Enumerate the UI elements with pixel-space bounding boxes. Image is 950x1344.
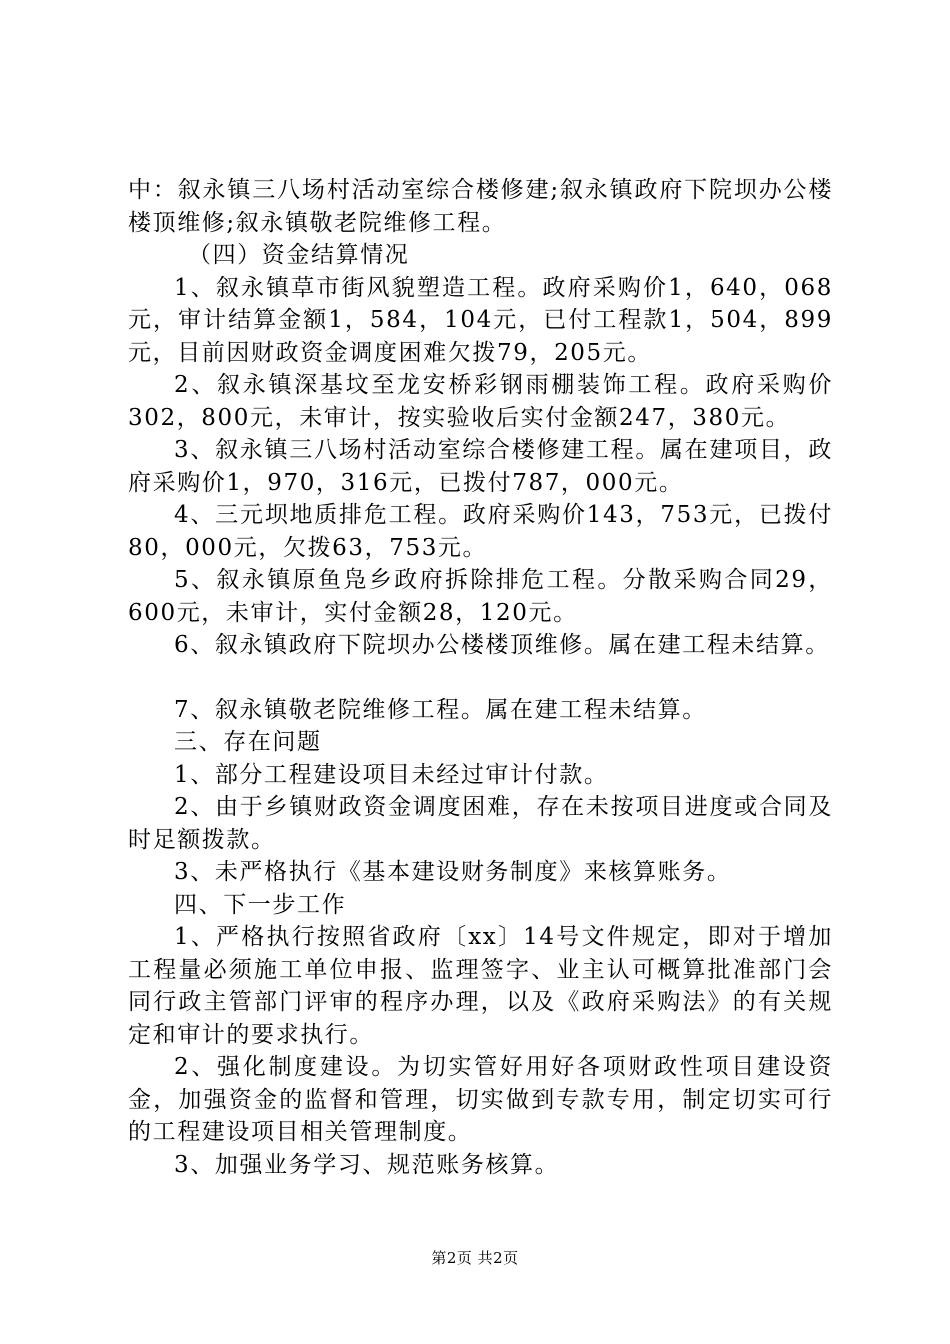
page-number-footer: 第2页 共2页 bbox=[431, 1249, 519, 1267]
paragraph-next-step-2: 2、强化制度建设。为切实管好用好各项财政性项目建设资金，加强资金的监督和管理，切实做到专款专用，制定切实可行的工程建设项目相关管理制度。 bbox=[128, 1054, 833, 1145]
paragraph-settlement-5: 5、叙永镇原鱼凫乡政府拆除排危工程。分散采购合同29，600元，未审计，实付金额28，120元。 bbox=[128, 567, 833, 626]
paragraph-settlement-4: 4、三元坝地质排危工程。政府采购价143，753元，已拨付80，000元，欠拨63，753元。 bbox=[128, 502, 833, 561]
paragraph-problem-2: 2、由于乡镇财政资金调度困难，存在未按项目进度或合同及时足额拨款。 bbox=[128, 794, 833, 853]
paragraph-next-step-3: 3、加强业务学习、规范账务核算。 bbox=[174, 1151, 560, 1178]
paragraph-next-step-1: 1、严格执行按照省政府〔xx〕14号文件规定，即对于增加工程量必须施工单位申报、监理签字、业主认可概算批准部门会同行政主管部门评审的程序办理，以及《政府采购法》的有关规定和审计的要求执行。 bbox=[128, 924, 833, 1048]
document-body bbox=[128, 174, 833, 1181]
blank-line bbox=[128, 662, 833, 694]
paragraph-problem-3: 3、未严格执行《基本建设财务制度》来核算账务。 bbox=[174, 859, 732, 885]
paragraph-problem-1: 1、部分工程建设项目未经过审计付款。 bbox=[174, 761, 609, 788]
paragraph-settlement-3: 3、叙永镇三八场村活动室综合楼修建工程。属在建项目，政府采购价1，970，316元，已拨付787，000元。 bbox=[128, 437, 833, 496]
paragraph-settlement-7: 7、叙永镇敬老院维修工程。属在建工程未结算。 bbox=[174, 696, 707, 723]
paragraph-settlement-1: 1、叙永镇草市街风貌塑造工程。政府采购价1，640，068元，审计结算金额1，584，104元，已付工程款1，504，899元，目前因财政资金调度困难欠拨79，205元。 bbox=[128, 274, 833, 366]
section-heading-problems: 三、存在问题 bbox=[174, 729, 322, 755]
section-heading-next-steps: 四、下一步工作 bbox=[174, 891, 347, 918]
paragraph-settlement-6: 6、叙永镇政府下院坝办公楼楼顶维修。属在建工程未结算。 bbox=[174, 632, 830, 658]
paragraph-continuation: 中：叙永镇三八场村活动室综合楼修建;叙永镇政府下院坝办公楼楼顶维修;叙永镇敬老院维修工程。 bbox=[128, 177, 833, 236]
paragraph-settlement-2: 2、叙永镇深基坟至龙安桥彩钢雨棚装饰工程。政府采购价302，800元，未审计，按实验收后实付金额247，380元。 bbox=[128, 372, 833, 431]
section-heading-fund-settlement: （四）资金结算情况 bbox=[188, 242, 410, 268]
